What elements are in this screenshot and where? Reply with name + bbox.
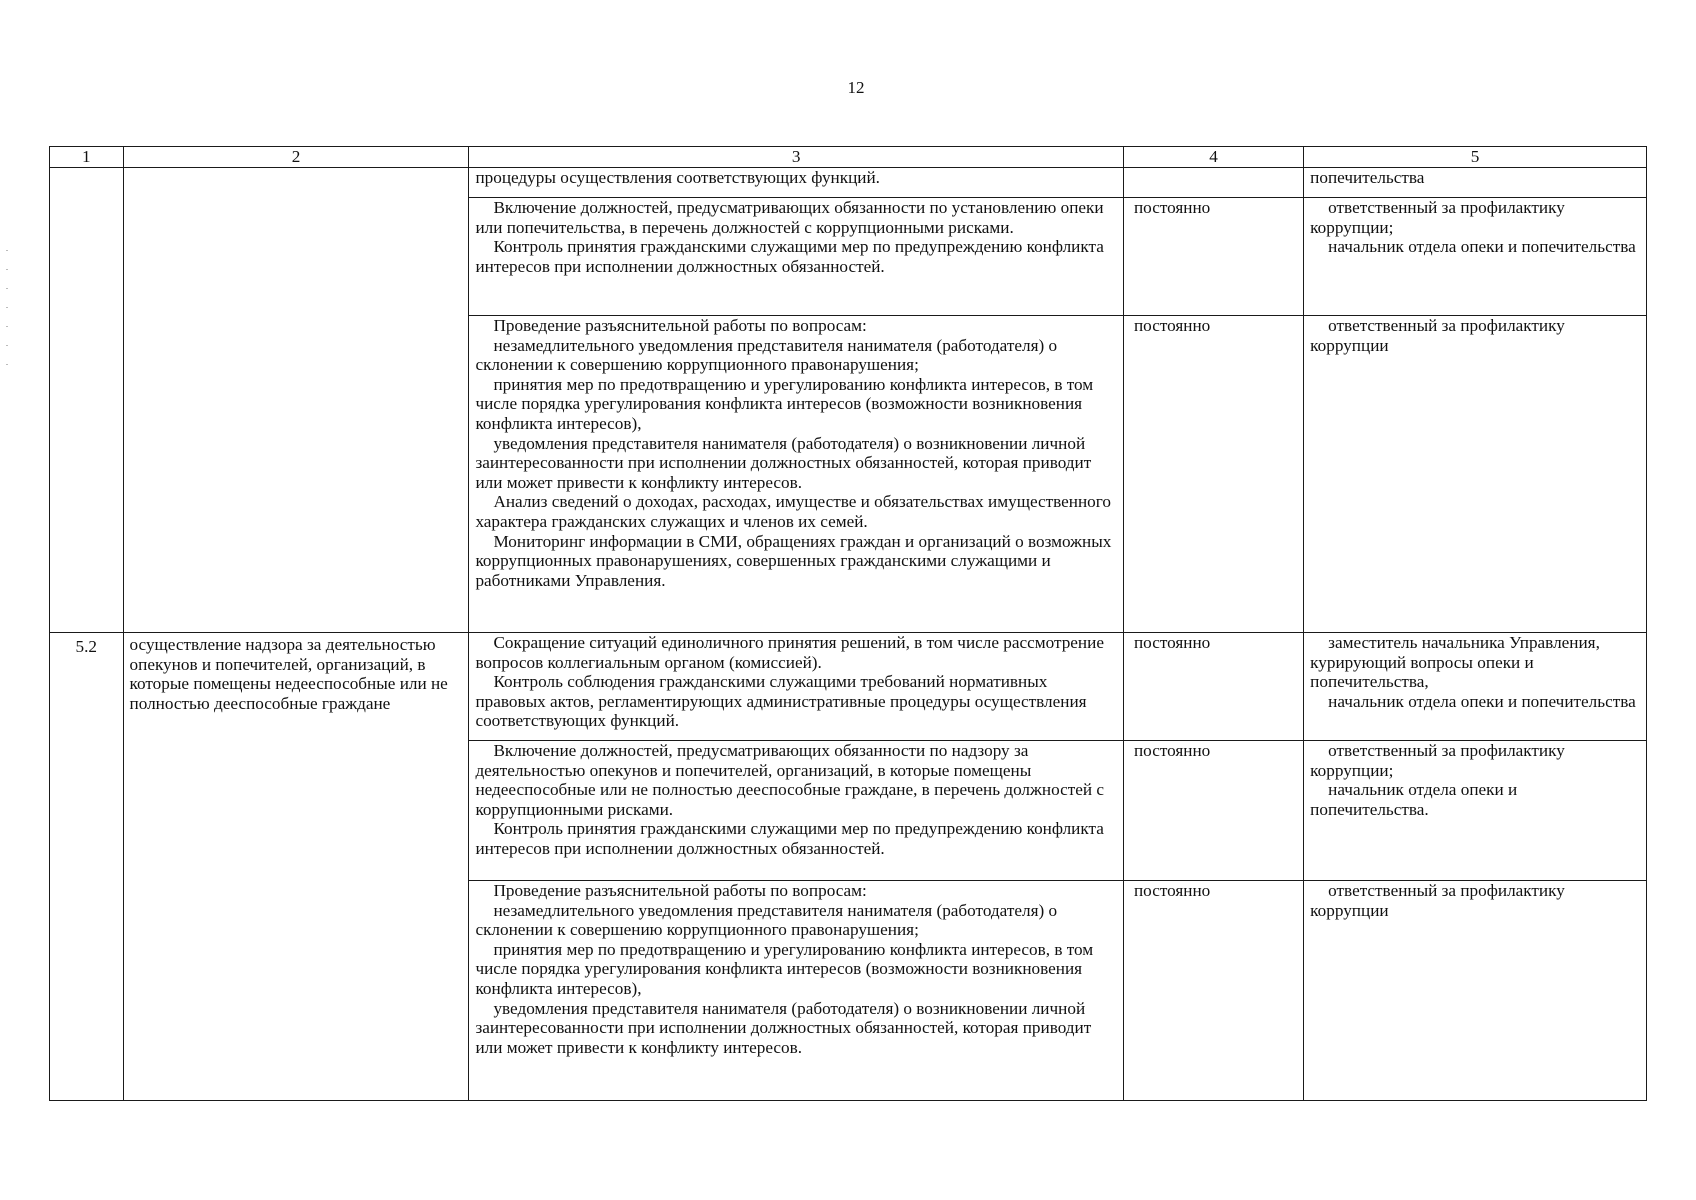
responsible-text: начальник отдела опеки и попечительства.	[1310, 780, 1518, 819]
responsible-cell	[1304, 198, 1647, 316]
responsible-text: ответственный за профилактику коррупции	[1310, 316, 1565, 355]
measures-cell	[469, 198, 1124, 316]
measure-text: Проведение разъяснительной работы по вопросам:	[493, 881, 867, 900]
term-cell: постоянно	[1123, 316, 1303, 633]
column-header-3: 3	[469, 147, 1124, 168]
measures-cell	[469, 633, 1124, 741]
measures-cell	[469, 168, 1124, 198]
responsible-text: ответственный за профилактику коррупции	[1310, 881, 1565, 920]
row-number-cell: 5.2	[50, 633, 124, 1101]
column-header-5: 5	[1304, 147, 1647, 168]
term-cell: постоянно	[1123, 741, 1303, 881]
responsible-cell	[1304, 168, 1647, 198]
responsible-text: начальник отдела опеки и попечительства	[1328, 691, 1636, 711]
measure-text: незамедлительного уведомления представителя нанимателя (работодателя) о склонении к совершению коррупционного правонарушения;	[475, 900, 1058, 940]
measures-cell	[469, 881, 1124, 1101]
scan-margin-marks	[6, 250, 10, 383]
responsible-text: попечительства	[1310, 168, 1425, 187]
measure-text: Контроль принятия гражданскими служащими мер по предупреждению конфликта интересов при исполнении должностных обязанностей.	[475, 237, 1104, 276]
term-cell	[1123, 168, 1303, 198]
measure-text: Мониторинг информации в СМИ, обращениях граждан и организаций о возможных коррупционных правонарушениях, совершенных гражданскими служащими и работниками Управления.	[475, 531, 1112, 590]
responsible-text: заместитель начальника Управления, курирующий вопросы опеки и попечительства,	[1310, 633, 1600, 692]
measure-text: незамедлительного уведомления представителя нанимателя (работодателя) о склонении к совершению коррупционного правонарушения;	[475, 335, 1058, 375]
row-number-cell	[50, 168, 124, 633]
column-header-1: 1	[50, 147, 124, 168]
measure-text: Включение должностей, предусматривающих обязанности по надзору за деятельностью опекунов и попечителей, организаций, в которые помещены недееспособные или не полностью дееспособные граждане, в перечень должностей с коррупционными рисками.	[475, 741, 1104, 819]
responsible-text: начальник отдела опеки и попечительства	[1328, 237, 1636, 257]
measure-text: Включение должностей, предусматривающих обязанности по установлению опеки или попечительства, в перечень должностей с коррупционными рисками.	[475, 198, 1104, 237]
table-header-row	[50, 147, 1647, 168]
row-subject-cell	[123, 633, 469, 1101]
table-row	[50, 633, 1647, 741]
responsible-cell	[1304, 741, 1647, 881]
responsible-cell	[1304, 633, 1647, 741]
responsible-text: ответственный за профилактику коррупции;	[1310, 198, 1565, 237]
subject-text: осуществление надзора за деятельностью опекунов и попечителей, организаций, в которые помещены недееспособные или не полностью дееспособные граждане	[129, 635, 448, 713]
column-header-2: 2	[123, 147, 469, 168]
term-cell: постоянно	[1123, 198, 1303, 316]
measures-table	[49, 146, 1647, 1101]
responsible-cell	[1304, 881, 1647, 1101]
measure-text: Анализ сведений о доходах, расходах, имуществе и обязательствах имущественного характера гражданских служащих и членов их семей.	[475, 492, 1111, 531]
measure-text: принятия мер по предотвращению и урегулированию конфликта интересов, в том числе порядка урегулирования конфликта интересов (возможности возникновения конфликта интересов),	[475, 939, 1094, 998]
column-header-4: 4	[1123, 147, 1303, 168]
measure-text: процедуры осуществления соответствующих функций.	[475, 168, 880, 187]
measure-text: Сокращение ситуаций единоличного принятия решений, в том числе рассмотрение вопросов коллегиальным органом (комиссией).	[475, 633, 1104, 672]
measures-cell	[469, 741, 1124, 881]
responsible-cell	[1304, 316, 1647, 633]
measure-text: Контроль соблюдения гражданскими служащими требований нормативных правовых актов, регламентирующих административные процедуры осуществления соответствующих функций.	[475, 672, 1087, 731]
term-cell: постоянно	[1123, 633, 1303, 741]
measures-cell	[469, 316, 1124, 633]
measure-text: уведомления представителя нанимателя (работодателя) о возникновении личной заинтересованности при исполнении должностных обязанностей, которая приводит или может привести к конфликту интересов.	[475, 433, 1092, 492]
term-cell: постоянно	[1123, 881, 1303, 1101]
measure-text: Контроль принятия гражданскими служащими мер по предупреждению конфликта интересов при исполнении должностных обязанностей.	[475, 819, 1104, 858]
page-number: 12	[847, 78, 865, 97]
responsible-text: ответственный за профилактику коррупции;	[1310, 741, 1565, 780]
measure-text: принятия мер по предотвращению и урегулированию конфликта интересов, в том числе порядка урегулирования конфликта интересов (возможности возникновения конфликта интересов),	[475, 374, 1094, 433]
table-row	[50, 168, 1647, 198]
measure-text: уведомления представителя нанимателя (работодателя) о возникновении личной заинтересованности при исполнении должностных обязанностей, которая приводит или может привести к конфликту интересов.	[475, 998, 1092, 1057]
row-subject-cell	[123, 168, 469, 633]
measure-text: Проведение разъяснительной работы по вопросам:	[493, 316, 867, 335]
